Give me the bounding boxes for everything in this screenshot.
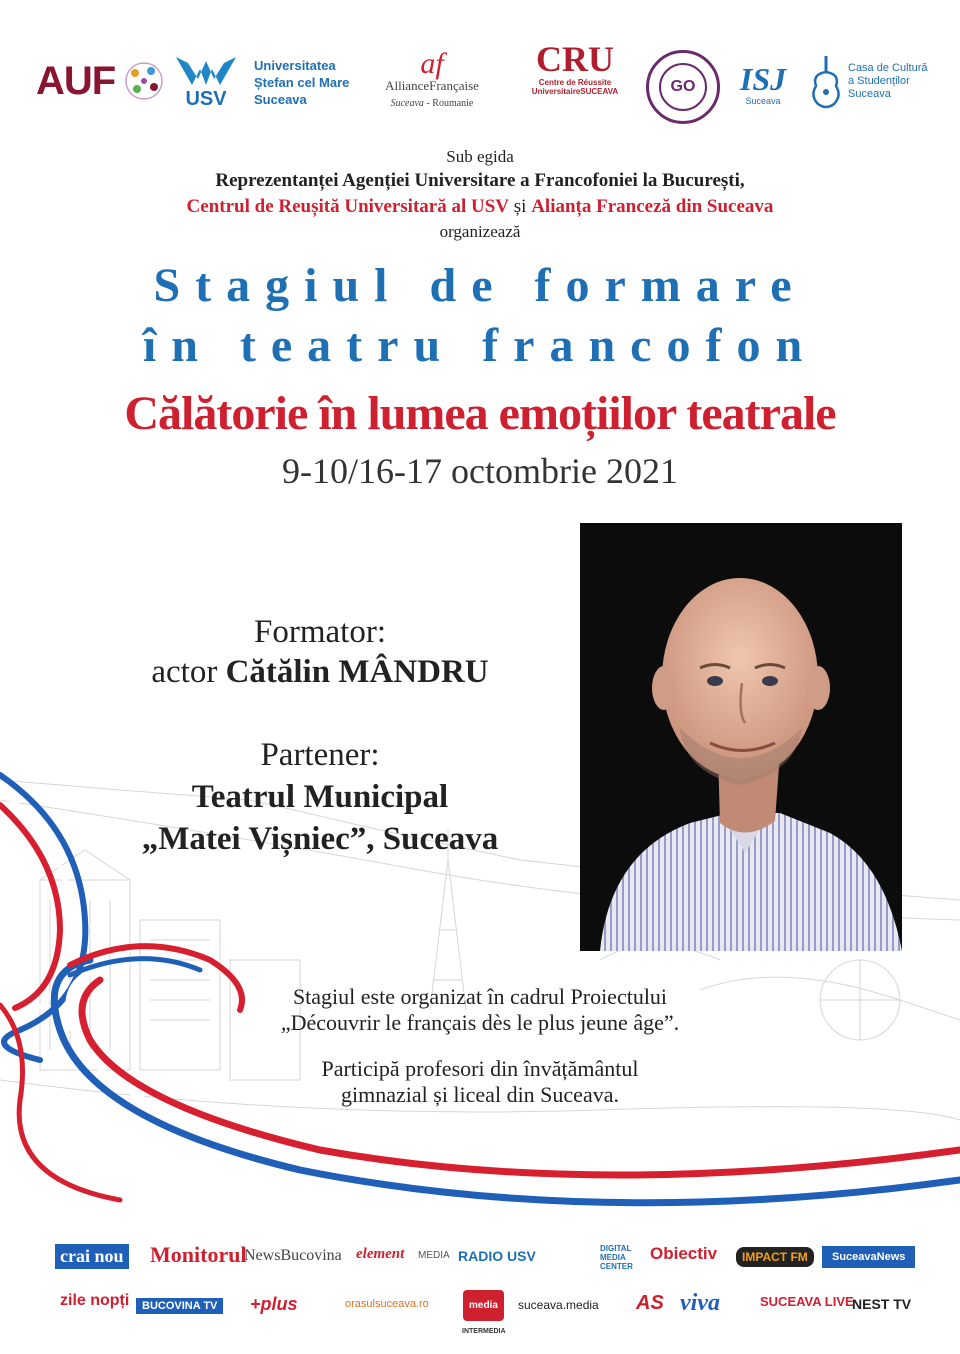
trainer-label: Formator: [254, 614, 386, 650]
sponsor-element: element [356, 1246, 405, 1262]
isj-city: Suceava [745, 96, 781, 106]
casa-line2: a Studenților [848, 74, 910, 87]
sponsor-crai-nou: crai nou [55, 1244, 129, 1269]
teatrul-municipal-logo [646, 50, 720, 124]
partner-block [60, 734, 580, 860]
sponsor-radio-as: AS [636, 1292, 664, 1314]
sponsor-suceava-media: suceava.media [518, 1298, 599, 1312]
partner-label: Partener: [260, 737, 380, 773]
alliance-francaise-logo [380, 47, 484, 109]
isj-mark: ISJ [739, 61, 787, 97]
af-country: - Roumanie [426, 98, 474, 109]
af-mark: af [420, 47, 444, 80]
project-line4: gimnazial și liceal din Suceava. [341, 1082, 619, 1107]
title-line2: în teatru francofon [142, 319, 818, 372]
sponsor-digital-media: DIGITAL MEDIA CENTER [600, 1244, 633, 1271]
cru-mark: CRU [536, 39, 614, 79]
title-line1: Stagiul de formare [153, 259, 807, 312]
alianta-name: Alianța Franceză din Suceava [531, 196, 774, 217]
subtitle: Călătorie în lumea emoțiilor teatrale [124, 387, 836, 440]
usv-emblem [174, 55, 238, 109]
isj-logo [730, 48, 796, 120]
sponsor-intermedia: media [463, 1290, 504, 1321]
cru-line2: UniversitaireSUCEAVA [531, 87, 619, 96]
project-line1: Stagiul este organizat în cadrul Proiectului [292, 984, 668, 1009]
casa-de-cultura-logo [808, 52, 928, 110]
portrait-illustration [580, 523, 902, 951]
trainer-block [60, 612, 580, 692]
af-location [391, 98, 474, 109]
project-line3: Participă profesori din învățământul [321, 1056, 639, 1081]
usv-logo [174, 55, 349, 109]
usv-name [254, 57, 349, 108]
sponsor-zile-nopti: zile nopți [60, 1292, 130, 1309]
casa-name [848, 62, 928, 101]
sponsor-bucovina-tv: BUCOVINA TV [136, 1298, 223, 1314]
violin-icon [808, 52, 844, 110]
auf-network-icon [121, 58, 167, 104]
go-mark: GO [670, 78, 696, 95]
trainer-name: Cătălin MÂNDRU [225, 654, 489, 690]
sponsor-suceava-news: SuceavaNews [822, 1246, 915, 1268]
usv-line1: Universitatea [254, 57, 336, 73]
trainer-line [60, 652, 580, 692]
usv-line2: Ștefan cel Mare [254, 74, 350, 90]
partner-line1: Teatrul Municipal [191, 779, 449, 815]
usv-line3: Suceava [254, 91, 307, 107]
usv-bird-icon [174, 55, 238, 89]
sponsor-viva-fm: viva [680, 1290, 720, 1316]
intro-line2 [0, 196, 960, 218]
cru-logo [522, 40, 628, 96]
sponsor-radio-usv: RADIO USV [458, 1248, 536, 1264]
organizeaza: organizează [439, 222, 521, 241]
cru-usv-name: Centrul de Reușită Universitară al USV [186, 196, 509, 217]
sponsor-suceava-live: SUCEAVA LIVE [760, 1294, 854, 1309]
af-city: Suceava [390, 98, 424, 109]
trainer-role: actor [151, 654, 226, 690]
go-circle [659, 63, 707, 111]
sponsor-orasul-suceava: orasulsuceava.ro [345, 1298, 429, 1310]
casa-line3: Suceava [848, 87, 891, 100]
intro-and: și [509, 196, 532, 217]
af-name: AllianceFrançaise [385, 78, 479, 93]
sponsor-obiectiv: Obiectiv [650, 1244, 718, 1263]
auf-text: AUF [36, 58, 116, 103]
usv-short: USV [185, 88, 227, 110]
project-info [180, 984, 780, 1108]
sponsor-nest-tv: NEST TV [852, 1296, 912, 1312]
sponsor-tv-plus: +plus [250, 1294, 298, 1314]
auf-logo [36, 58, 167, 104]
project-line2: „Découvrir le français dès le plus jeune âge”. [280, 1010, 680, 1035]
partner-line2: „Matei Vișniec”, Suceava [141, 821, 499, 857]
trainer-photo [580, 523, 902, 951]
casa-line1: Casa de Cultură [848, 61, 928, 74]
sponsor-impact-fm: IMPACT FM [736, 1247, 814, 1267]
sponsor-element-media: MEDIA [418, 1250, 450, 1261]
intro-line1: Reprezentanței Agenției Universitare a Francofoniei la București, [215, 170, 745, 191]
event-dates: 9-10/16-17 octombrie 2021 [282, 451, 678, 491]
sponsor-monitorul: Monitorul [150, 1242, 247, 1267]
sponsor-newsbucovina: NewsBucovina [244, 1247, 342, 1264]
sponsor-intermedia-label: INTERMEDIA [462, 1328, 506, 1335]
cru-line1: Centre de Réussite [538, 78, 612, 87]
sub-egida: Sub egida [446, 147, 514, 166]
